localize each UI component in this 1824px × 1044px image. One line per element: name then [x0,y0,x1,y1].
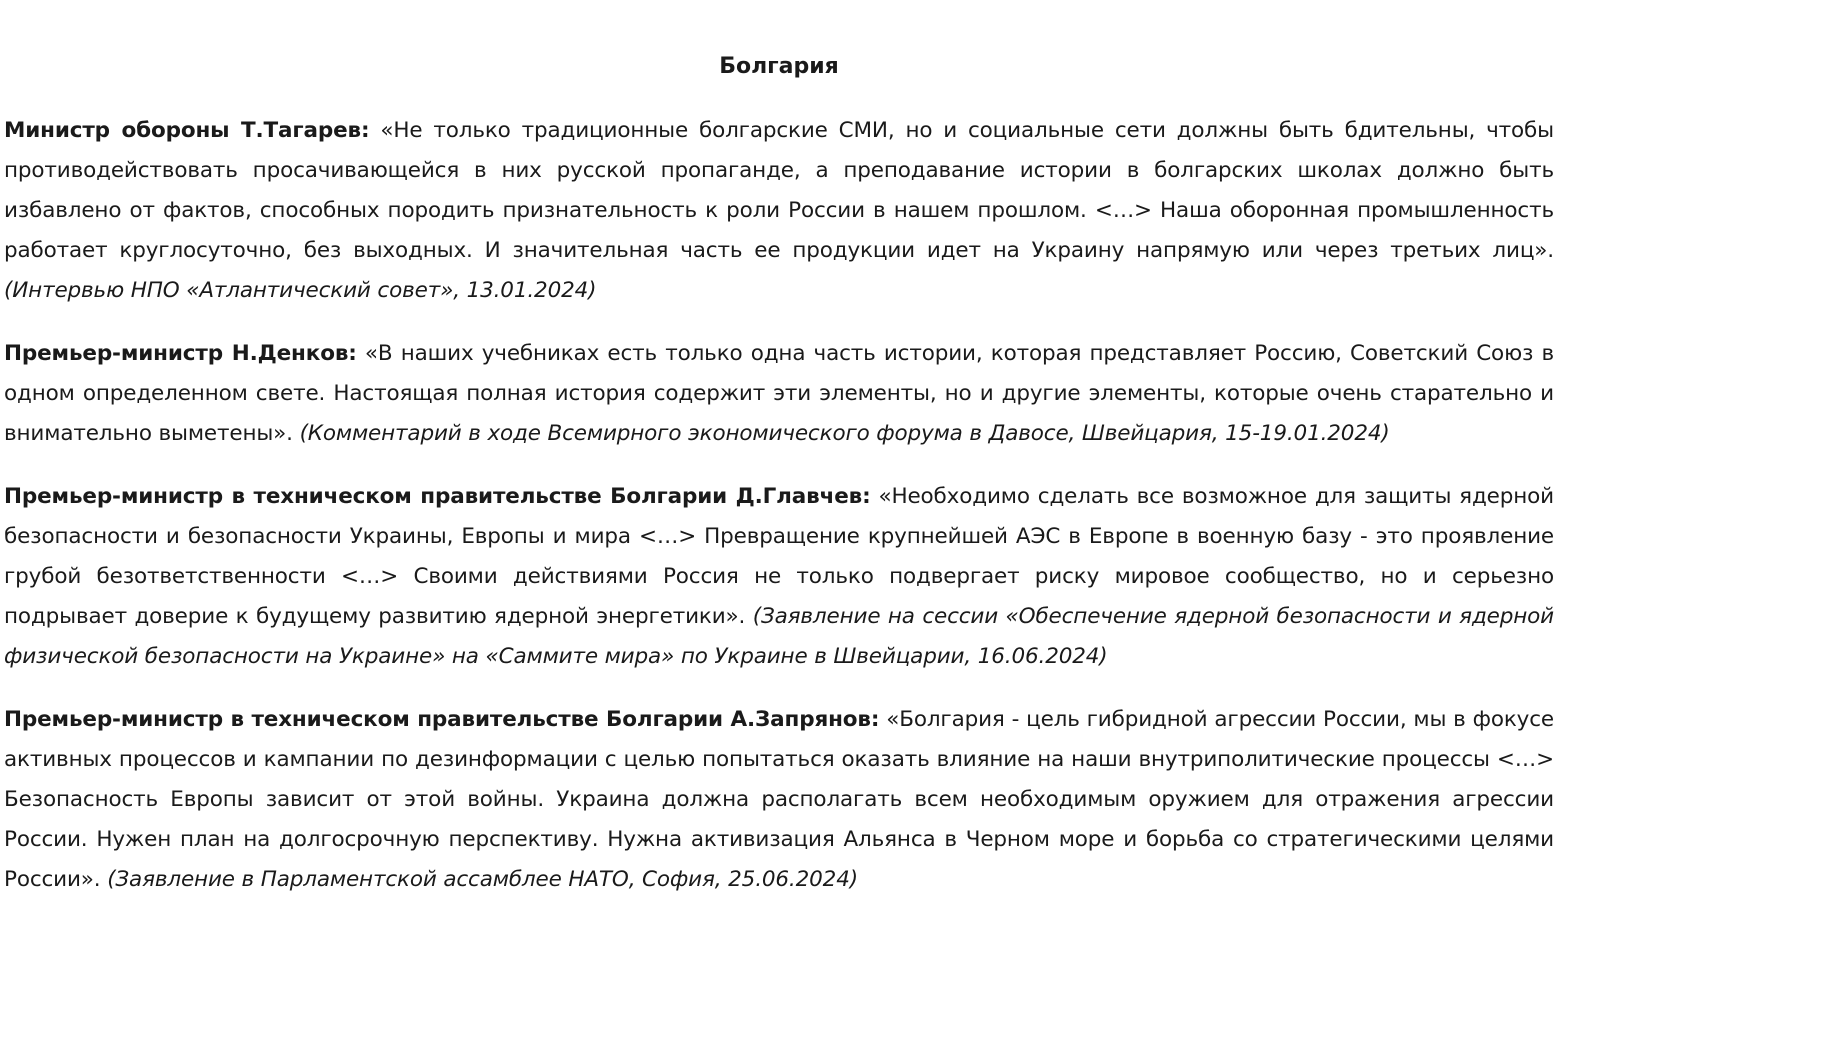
quote-source: (Интервью НПО «Атлантический совет», 13.01.2024) [4,278,597,303]
speaker-name: Премьер-министр в техническом правительстве Болгарии Д.Главчев: [4,484,871,509]
quote-source: (Комментарий в ходе Всемирного экономического форума в Давосе, Швейцария, 15-19.01.2024) [299,421,1390,446]
quote-text: «Необходимо сделать все возможное для защиты ядерной безопасности и безопасности Украины, Европы и мира <…> Превращение крупнейшей АЭС в Европе в военную базу - это проявление грубой безответственности <…> Своими действиями Россия не только подвергает риску мировое сообщество, но и серьезно подрывает доверие к будущему развитию ядерной энергетики». [4,484,1554,629]
quote-entry [4,334,1554,454]
quote-entry [4,111,1554,311]
quote-source: (Заявление в Парламентской ассамблее НАТО, София, 25.06.2024) [107,867,858,892]
quote-text: «Не только традиционные болгарские СМИ, но и социальные сети должны быть бдительны, чтобы противодействовать просачивающейся в них русской пропаганде, а преподавание истории в болгарских школах должно быть избавлено от фактов, способных породить признательность к роли России в нашем прошлом. <…> Наша оборонная промышленность работает круглосуточно, без выходных. И значительная часть ее продукции идет на Украину напрямую или через третьих лиц». [4,118,1554,263]
quote-text: «В наших учебниках есть только одна часть истории, которая представляет Россию, Советский Союз в одном определенном свете. Настоящая полная история содержит эти элементы, но и другие элементы, которые очень старательно и внимательно выметены». [4,341,1554,446]
quote-text: «Болгария - цель гибридной агрессии России, мы в фокусе активных процессов и кампании по дезинформации с целью попытаться оказать влияние на наши внутриполитические процессы <…> Безопасность Европы зависит от этой войны. Украина должна располагать всем необходимым оружием для отражения агрессии России. Нужен план на долгосрочную перспективу. Нужна активизация Альянса в Черном море и борьба со стратегическими целями России». [4,707,1554,892]
speaker-name: Министр обороны Т.Тагарев: [4,118,370,143]
quote-entry [4,700,1554,900]
document-column [4,0,1554,892]
speaker-name: Премьер-министр Н.Денков: [4,341,357,366]
speaker-name: Премьер-министр в техническом правительстве Болгарии А.Запрянов: [4,707,880,732]
quote-entry [4,477,1554,677]
document-title: Болгария [719,54,839,79]
quote-source: (Заявление на сессии «Обеспечение ядерной безопасности и ядерной физической безопасности на Украине» на «Саммите мира» по Украине в Швейцарии, 16.06.2024) [4,604,1554,669]
